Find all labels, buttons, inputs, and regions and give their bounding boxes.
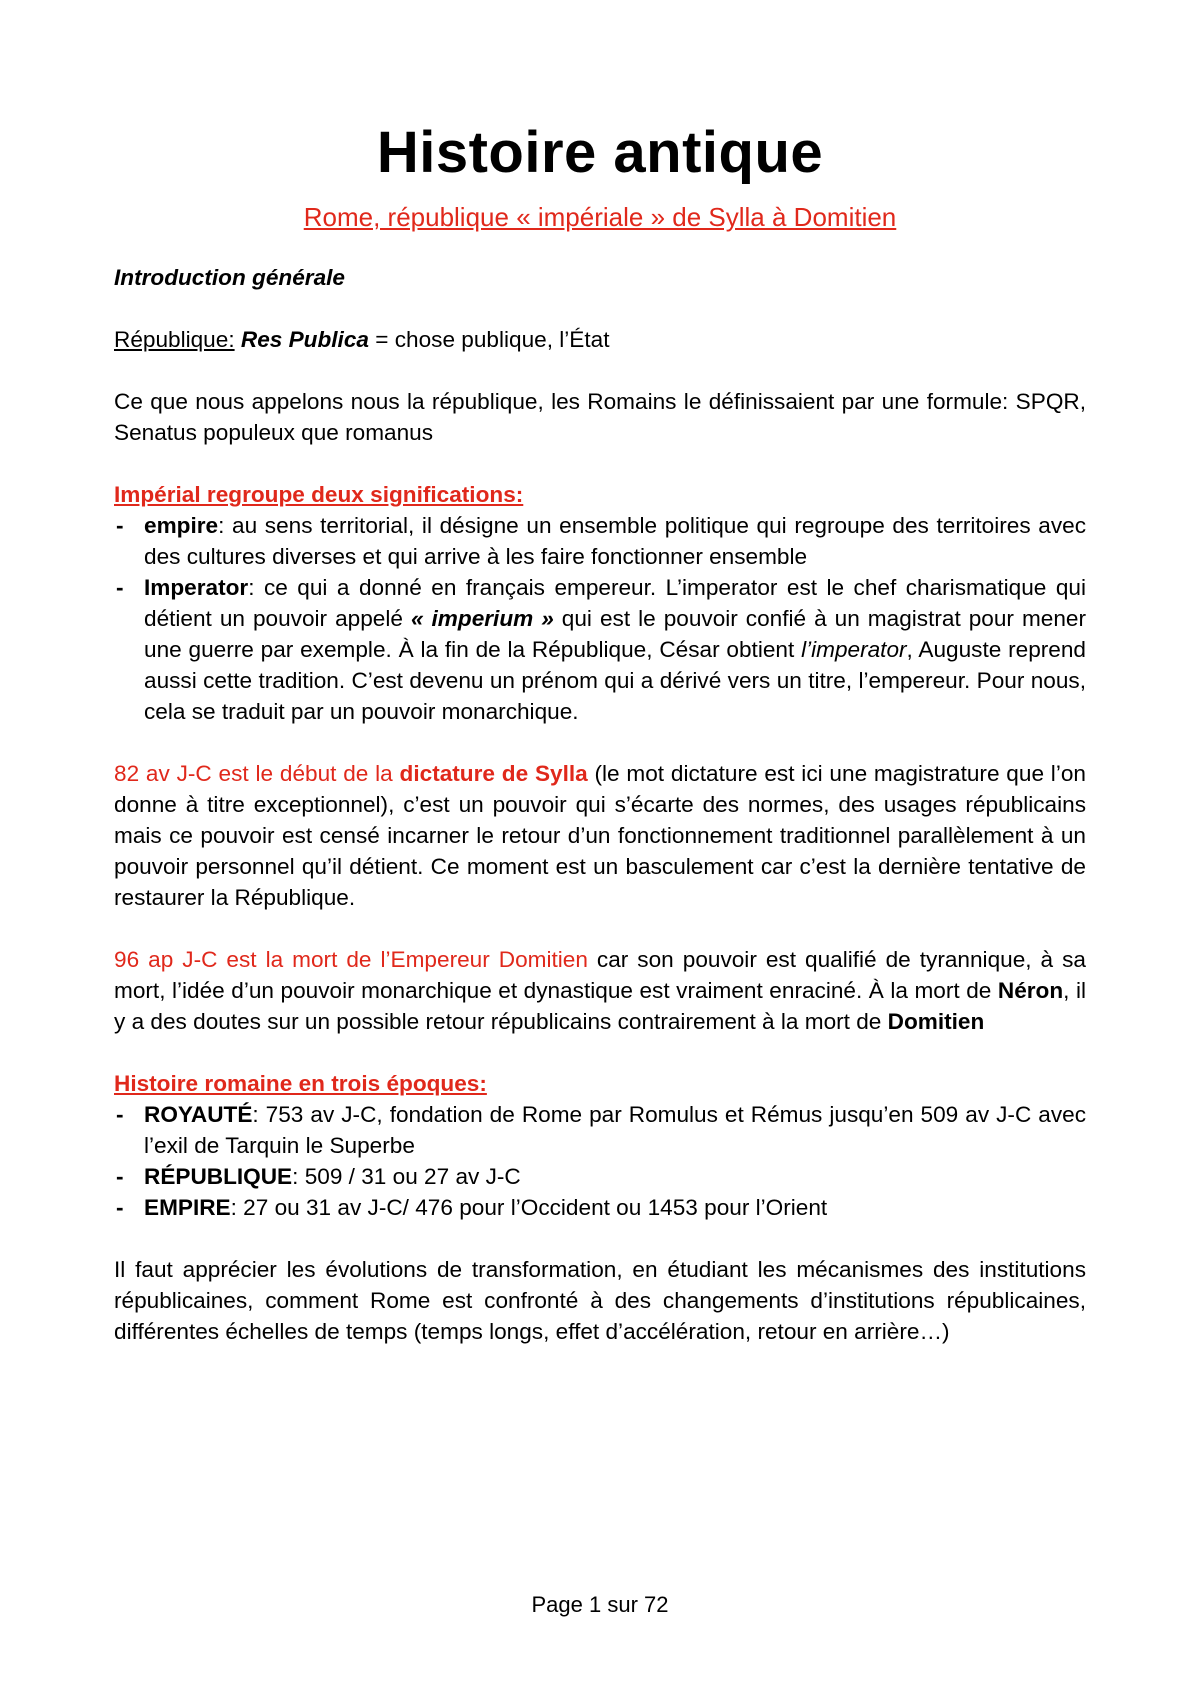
list-item — [114, 1161, 1086, 1192]
domitien-paragraph — [114, 944, 1086, 1037]
dash-bullet-icon: - — [116, 1195, 124, 1220]
dash-bullet-icon: - — [116, 1164, 124, 1189]
imperator-term: Imperator — [144, 575, 249, 600]
dash-bullet-icon: - — [116, 1102, 124, 1127]
document-title: Histoire antique — [376, 120, 824, 185]
sylla-dictature: dictature de Sylla — [399, 761, 588, 786]
imperial-list — [114, 510, 1086, 727]
document-subtitle: Rome, république « impériale » de Sylla à Domitien — [303, 202, 897, 232]
republique-text: : 509 / 31 ou 27 av J-C — [292, 1164, 521, 1189]
republique-term: RÉPUBLIQUE — [144, 1164, 293, 1189]
domitien-text-2: , il y a des doutes sur un possible retour républicains contrairement à la mort de — [114, 978, 1086, 1034]
empire-epoch-text: : 27 ou 31 av J-C/ 476 pour l’Occident ou 1453 pour l’Orient — [230, 1195, 828, 1220]
page-number: Page 1 sur 72 — [531, 1592, 669, 1617]
republique-label: République: — [114, 327, 235, 352]
dash-bullet-icon: - — [116, 513, 124, 538]
sylla-text: (le mot dictature est ici une magistrature que l’on donne à titre exceptionnel), c’est un pouvoir qui s’écarte des normes, des usages républicains mais ce pouvoir est censé incarner le retour d’un fonctionnement traditionnel parallèlement à un pouvoir personnel qu’il détient. Ce moment est un basculement car c’est la dernière tentative de restaurer la République. — [114, 761, 1086, 910]
empire-epoch-term: EMPIRE — [144, 1195, 231, 1220]
spqr-paragraph: Ce que nous appelons nous la république, les Romains le définissaient par une formule: SPQR, Senatus populeux que romanus — [114, 389, 1086, 445]
imperator-text-3: , Auguste reprend aussi cette tradition. C’est devenu un prénom qui a dérivé vers un titre, l’empereur. Pour nous, cela se traduit par un pouvoir monarchique. — [144, 637, 1086, 724]
epoques-list — [114, 1099, 1086, 1223]
list-item — [114, 1099, 1086, 1161]
imperium-term: « imperium » — [410, 606, 554, 631]
page-content — [114, 118, 1086, 1347]
empire-term: empire — [144, 513, 219, 538]
domitien-red-lead: 96 ap J-C est la mort de l’Empereur Domitien — [114, 947, 588, 972]
intro-heading: Introduction générale — [114, 265, 345, 290]
imperator-text-1: : ce qui a donné en français empereur. L’imperator est le chef charismatique qui détient un pouvoir appelé — [144, 575, 1086, 631]
domitien-name: Domitien — [887, 1009, 985, 1034]
res-publica-term: Res Publica — [240, 327, 369, 352]
republique-definition-text: = chose publique, l’État — [368, 327, 610, 352]
neron-name: Néron — [997, 978, 1064, 1003]
list-item — [114, 572, 1086, 727]
imperial-heading: Impérial regroupe deux significations: — [114, 482, 524, 507]
dash-bullet-icon: - — [116, 575, 124, 600]
conclusion-paragraph: Il faut apprécier les évolutions de transformation, en étudiant les mécanismes des institutions républicaines, comment Rome est confronté à des changements d’institutions républicaines, différentes échelles de temps (temps longs, effet d’accélération, retour en arrière…) — [114, 1257, 1086, 1344]
royaute-text: : 753 av J-C, fondation de Rome par Romulus et Rémus jusqu’en 509 av J-C avec l’exil de Tarquin le Superbe — [144, 1102, 1086, 1158]
imperator-italic: l’imperator — [801, 637, 907, 662]
imperator-text-2: qui est le pouvoir confié à un magistrat pour mener une guerre par exemple. À la fin de la République, César obtient — [144, 606, 1086, 662]
sylla-paragraph — [114, 758, 1086, 913]
list-item — [114, 510, 1086, 572]
domitien-text-1: car son pouvoir est qualifié de tyrannique, à sa mort, l’idée d’un pouvoir monarchique et dynastique est vraiment enraciné. À la mort de — [114, 947, 1086, 1003]
list-item — [114, 1192, 1086, 1223]
epoques-heading: Histoire romaine en trois époques: — [114, 1071, 487, 1096]
republique-definition — [114, 324, 1086, 355]
empire-text: : au sens territorial, il désigne un ensemble politique qui regroupe des territoires avec des cultures diverses et qui arrive à les faire fonctionner ensemble — [144, 513, 1086, 569]
sylla-red-lead: 82 av J-C est le début de la — [114, 761, 400, 786]
royaute-term: ROYAUTÉ — [144, 1102, 253, 1127]
